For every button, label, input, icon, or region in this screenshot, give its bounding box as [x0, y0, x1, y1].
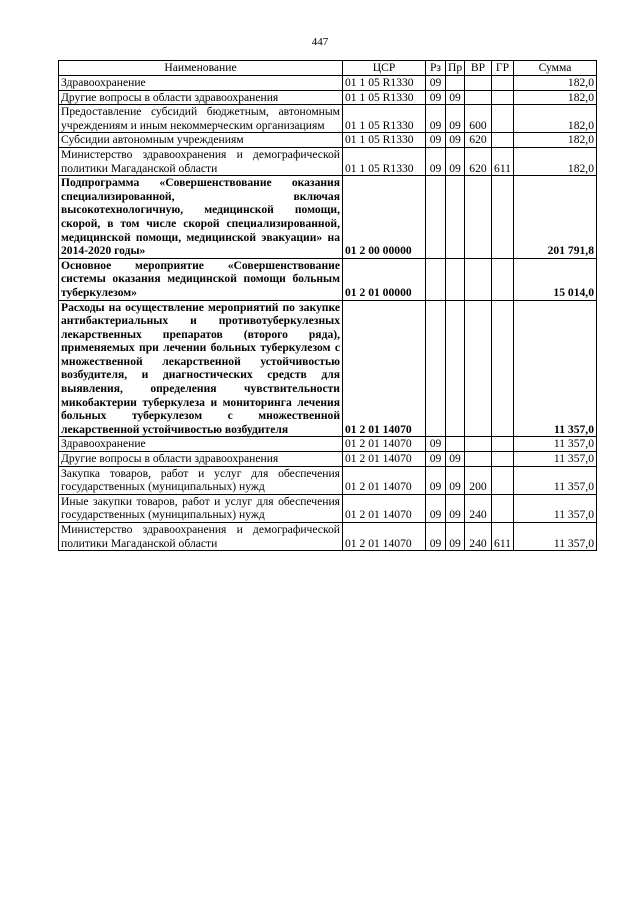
cell-rz: 09: [426, 105, 446, 133]
table-row: [59, 76, 597, 91]
cell-csr: 01 1 05 R1330: [343, 105, 426, 133]
cell-rz: 09: [426, 466, 446, 494]
cell-vr: [465, 176, 492, 259]
cell-name: Закупка товаров, работ и услуг для обеспечения государственных (муниципальных) нужд: [59, 466, 343, 494]
cell-pr: [446, 76, 465, 91]
cell-sum: 182,0: [514, 133, 597, 148]
cell-rz: 09: [426, 133, 446, 148]
cell-csr: 01 2 01 14070: [343, 466, 426, 494]
cell-vr: 620: [465, 133, 492, 148]
cell-csr: 01 1 05 R1330: [343, 133, 426, 148]
cell-pr: 09: [446, 494, 465, 522]
cell-gr: [492, 76, 514, 91]
cell-pr: 09: [446, 452, 465, 467]
cell-sum: 11 357,0: [514, 466, 597, 494]
cell-sum: 11 357,0: [514, 494, 597, 522]
table-row: [59, 258, 597, 300]
cell-name: Предоставление субсидий бюджетным, автономным учреждениям и иным некоммерческим организациям: [59, 105, 343, 133]
cell-rz: [426, 258, 446, 300]
cell-name: Основное мероприятие «Совершенствование системы оказания медицинской помощи больным туберкулезом»: [59, 258, 343, 300]
cell-gr: [492, 258, 514, 300]
cell-name: Другие вопросы в области здравоохранения: [59, 452, 343, 467]
cell-gr: [492, 452, 514, 467]
cell-rz: 09: [426, 147, 446, 175]
header-gr: ГР: [492, 61, 514, 76]
cell-csr: 01 2 01 14070: [343, 523, 426, 551]
cell-name: Здравоохранение: [59, 437, 343, 452]
cell-vr: 600: [465, 105, 492, 133]
cell-name: Расходы на осуществление мероприятий по закупке антибактериальных и противотуберкулезных лекарственных препаратов (второго ряда), применяемых при лечении больных туберкулезом с множественной лекарственной устойчивостью возбудителя, и диагностических средств для выявления, определения чувствительности микобактерии туберкулеза и мониторинга лечения больных туберкулезом с множественной лекарственной устойчивостью возбудителя: [59, 300, 343, 437]
cell-vr: [465, 76, 492, 91]
budget-table: [58, 60, 597, 551]
cell-sum: 182,0: [514, 76, 597, 91]
cell-name: Здравоохранение: [59, 76, 343, 91]
cell-csr: 01 2 01 14070: [343, 452, 426, 467]
page-number: 447: [311, 36, 329, 48]
header-name: Наименование: [59, 61, 343, 76]
cell-gr: [492, 300, 514, 437]
cell-pr: 09: [446, 90, 465, 105]
cell-sum: 15 014,0: [514, 258, 597, 300]
cell-vr: [465, 300, 492, 437]
table-row: [59, 176, 597, 259]
cell-vr: [465, 452, 492, 467]
table-row: [59, 147, 597, 175]
table-row: [59, 105, 597, 133]
cell-csr: 01 2 01 14070: [343, 494, 426, 522]
cell-sum: 11 357,0: [514, 300, 597, 437]
header-rz: Рз: [426, 61, 446, 76]
cell-csr: 01 2 01 14070: [343, 300, 426, 437]
cell-pr: [446, 437, 465, 452]
cell-gr: [492, 105, 514, 133]
cell-vr: 620: [465, 147, 492, 175]
header-vr: ВР: [465, 61, 492, 76]
cell-sum: 11 357,0: [514, 523, 597, 551]
table-row: [59, 466, 597, 494]
header-pr: Пр: [446, 61, 465, 76]
cell-csr: 01 2 01 00000: [343, 258, 426, 300]
cell-vr: 240: [465, 523, 492, 551]
cell-vr: [465, 90, 492, 105]
header-row: [59, 61, 597, 76]
cell-vr: [465, 437, 492, 452]
cell-pr: 09: [446, 105, 465, 133]
cell-sum: 182,0: [514, 105, 597, 133]
cell-name: Субсидии автономным учреждениям: [59, 133, 343, 148]
cell-rz: 09: [426, 523, 446, 551]
cell-gr: [492, 466, 514, 494]
cell-gr: [492, 133, 514, 148]
cell-name: Другие вопросы в области здравоохранения: [59, 90, 343, 105]
cell-rz: 09: [426, 90, 446, 105]
cell-sum: 11 357,0: [514, 437, 597, 452]
cell-csr: 01 1 05 R1330: [343, 76, 426, 91]
cell-csr: 01 1 05 R1330: [343, 90, 426, 105]
cell-name: Министерство здравоохранения и демографической политики Магаданской области: [59, 523, 343, 551]
cell-rz: [426, 176, 446, 259]
cell-vr: 200: [465, 466, 492, 494]
cell-pr: [446, 300, 465, 437]
cell-name: Министерство здравоохранения и демографической политики Магаданской области: [59, 147, 343, 175]
cell-csr: 01 2 00 00000: [343, 176, 426, 259]
header-sum: Сумма: [514, 61, 597, 76]
cell-sum: 182,0: [514, 90, 597, 105]
table-row: [59, 133, 597, 148]
cell-rz: 09: [426, 437, 446, 452]
cell-gr: [492, 437, 514, 452]
table-row: [59, 523, 597, 551]
table-row: [59, 494, 597, 522]
cell-pr: 09: [446, 466, 465, 494]
cell-rz: 09: [426, 452, 446, 467]
cell-gr: [492, 90, 514, 105]
cell-gr: [492, 494, 514, 522]
cell-vr: [465, 258, 492, 300]
cell-rz: 09: [426, 494, 446, 522]
table-row: [59, 90, 597, 105]
cell-pr: [446, 176, 465, 259]
cell-gr: 611: [492, 523, 514, 551]
cell-pr: [446, 258, 465, 300]
cell-pr: 09: [446, 147, 465, 175]
cell-gr: 611: [492, 147, 514, 175]
cell-name: Иные закупки товаров, работ и услуг для обеспечения государственных (муниципальных) нужд: [59, 494, 343, 522]
cell-rz: 09: [426, 76, 446, 91]
table-row: [59, 452, 597, 467]
cell-sum: 11 357,0: [514, 452, 597, 467]
cell-csr: 01 2 01 14070: [343, 437, 426, 452]
table-row: [59, 300, 597, 437]
cell-vr: 240: [465, 494, 492, 522]
cell-sum: 201 791,8: [514, 176, 597, 259]
cell-csr: 01 1 05 R1330: [343, 147, 426, 175]
table-row: [59, 437, 597, 452]
cell-rz: [426, 300, 446, 437]
header-csr: ЦСР: [343, 61, 426, 76]
cell-pr: 09: [446, 133, 465, 148]
cell-sum: 182,0: [514, 147, 597, 175]
cell-pr: 09: [446, 523, 465, 551]
cell-name: Подпрограмма «Совершенствование оказания специализированной, включая высокотехнологичную, медицинской помощи, скорой, в том числе скорой специализированной, медицинской помощи, медицинской эвакуации» на 2014-2020 годы»: [59, 176, 343, 259]
cell-gr: [492, 176, 514, 259]
